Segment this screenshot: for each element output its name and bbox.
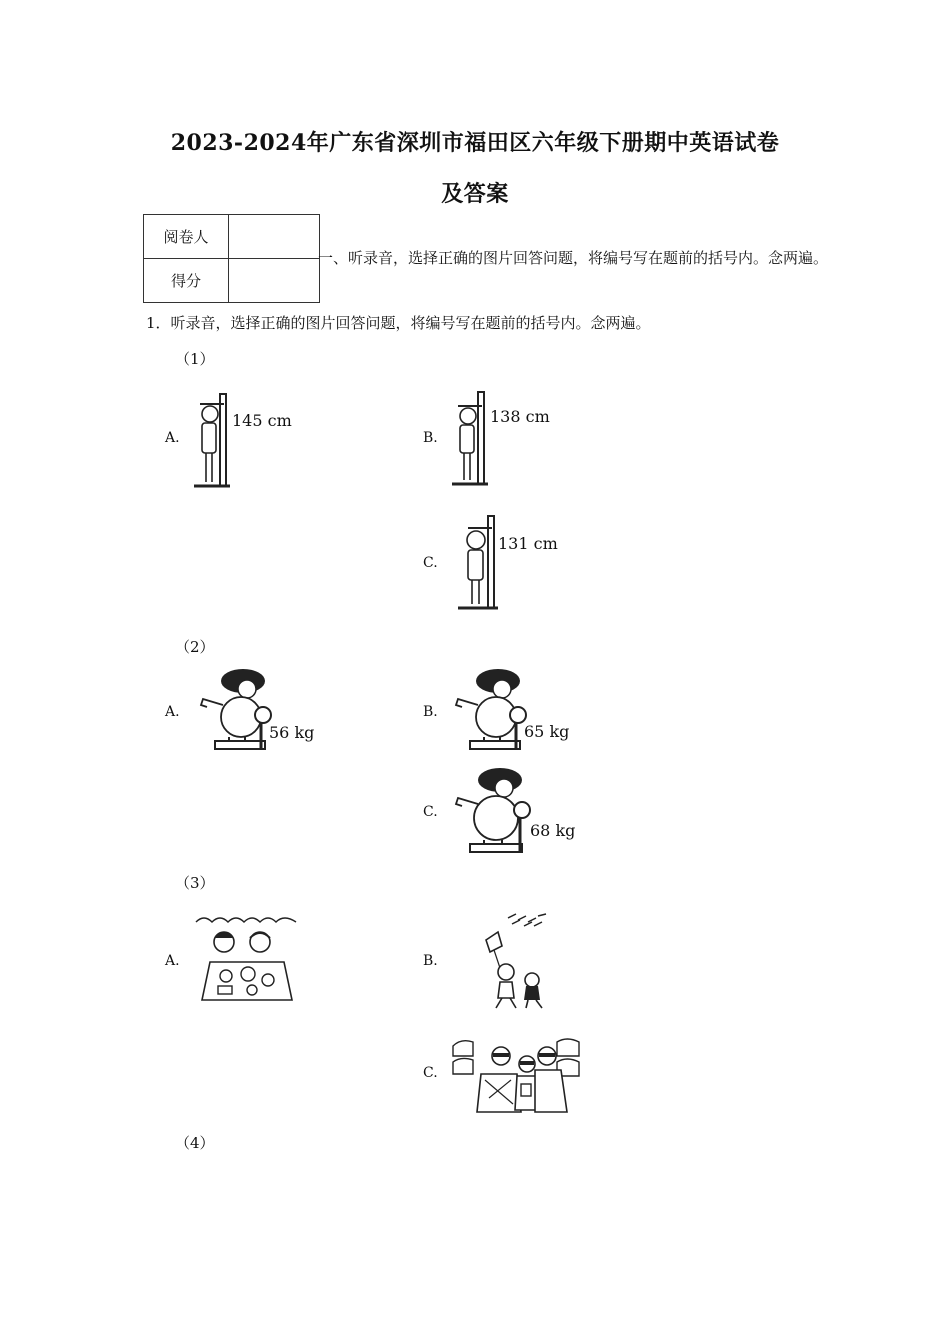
part-4-number: （4）	[175, 1134, 215, 1152]
child-height-icon	[448, 390, 558, 490]
part-2-option-c-letter: C.	[423, 804, 438, 820]
section-heading: 一、听录音，选择正确的图片回答问题，将编号写在题前的括号内。念两遍。	[318, 249, 829, 267]
grader-label: 阅卷人	[144, 215, 229, 259]
page-title-continued: 及答案	[441, 181, 509, 207]
part-1-option-c-letter: C.	[423, 555, 438, 571]
grader-field[interactable]	[229, 215, 320, 259]
part-1-option-a-letter: A.	[165, 430, 180, 446]
part-3-option-c-letter: C.	[423, 1065, 438, 1081]
child-height-icon	[190, 392, 300, 492]
cinema-icon	[451, 1034, 581, 1116]
kite-flying-icon	[472, 912, 562, 1012]
part-2-option-b-letter: B.	[423, 704, 438, 720]
question-1-instruction: 1．听录音，选择正确的图片回答问题，将编号写在题前的括号内。念两遍。	[146, 314, 651, 332]
height-caption: 138 cm	[490, 407, 550, 426]
part-1-number: （1）	[175, 350, 215, 368]
weight-caption: 68 kg	[530, 821, 576, 840]
weight-caption: 65 kg	[524, 722, 570, 741]
score-field[interactable]	[229, 259, 320, 303]
score-table	[143, 214, 320, 303]
child-height-icon	[454, 514, 564, 614]
part-1-option-b-letter: B.	[423, 430, 438, 446]
weight-caption: 56 kg	[269, 723, 315, 742]
part-3-option-a-letter: A.	[165, 953, 180, 969]
page-title: 2023-2024年广东省深圳市福田区六年级下册期中英语试卷	[170, 130, 780, 156]
weighing-scale-icon	[195, 665, 320, 760]
picnic-icon	[192, 912, 302, 1007]
part-3-option-b-letter: B.	[423, 953, 438, 969]
height-caption: 131 cm	[498, 534, 558, 553]
part-2-number: （2）	[175, 638, 215, 656]
score-label: 得分	[144, 259, 229, 303]
weighing-scale-icon	[450, 665, 575, 760]
part-2-option-a-letter: A.	[165, 704, 180, 720]
height-caption: 145 cm	[232, 411, 292, 430]
part-3-number: （3）	[175, 874, 215, 892]
weighing-scale-icon	[452, 764, 577, 859]
